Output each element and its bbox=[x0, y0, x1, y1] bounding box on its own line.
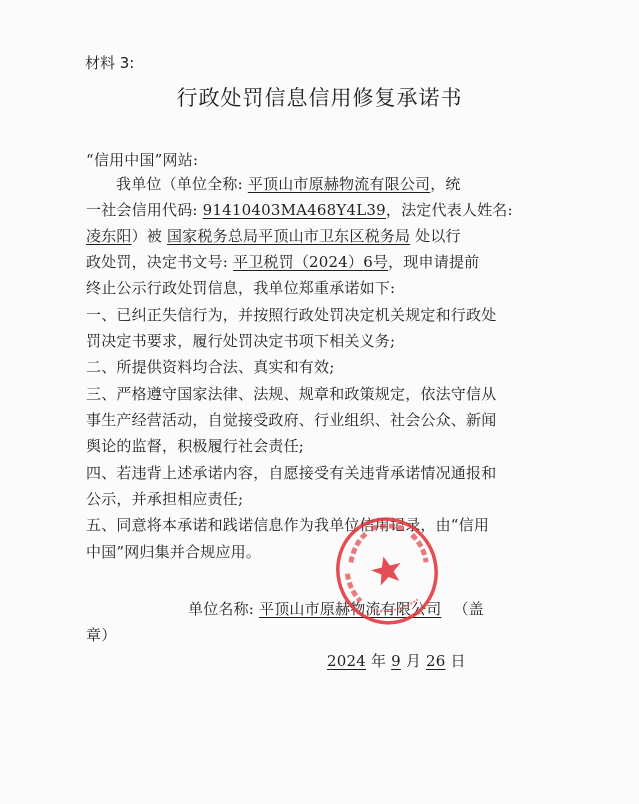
date-year: 2024 bbox=[327, 652, 366, 670]
paragraph-line-1: 我单位（单位全称: 平顶山市原赫物流有限公司，统 bbox=[116, 175, 461, 193]
date-month: 9 bbox=[391, 652, 401, 670]
promise-item-3a: 三、严格遵守国家法律、法规、规章和政策规定，依法守信从 bbox=[86, 385, 497, 403]
date-day: 26 bbox=[426, 652, 446, 670]
promise-item-1b: 罚决定书要求，履行处罚决定书项下相关义务; bbox=[86, 332, 396, 350]
date-line: 2024 年 9 月 26 日 bbox=[327, 652, 466, 670]
signature-unit-name: 平顶山市原赫物流有限公司 bbox=[259, 600, 442, 618]
credit-code-field: 91410403MA468Y4L39 bbox=[202, 201, 386, 219]
promise-item-5a: 五、同意将本承诺和践诺信息作为我单位信用记录，由“信用 bbox=[86, 516, 490, 534]
decision-no-field: 平卫税罚（2024）6号 bbox=[233, 253, 389, 271]
paragraph-line-2: 一社会信用代码: 91410403MA468Y4L39，法定代表人姓名: bbox=[86, 201, 513, 219]
paragraph-line-4: 政处罚，决定书文号: 平卫税罚（2024）6号，现申请提前 bbox=[86, 253, 480, 271]
promise-item-3c: 舆论的监督，积极履行社会责任; bbox=[86, 437, 305, 455]
salutation: “信用中国”网站: bbox=[86, 151, 199, 169]
promise-item-2: 二、所提供资料均合法、真实和有效; bbox=[86, 358, 335, 376]
paragraph-line-3: 凌东阳）被 国家税务总局平顶山市卫东区税务局 处以行 bbox=[86, 227, 461, 245]
signature-seal-suffix: 章） bbox=[86, 626, 117, 644]
authority-field: 国家税务总局平顶山市卫东区税务局 bbox=[166, 227, 411, 245]
promise-item-5b: 中国”网归集并合规应用。 bbox=[86, 543, 262, 561]
unit-name-field: 平顶山市原赫物流有限公司 bbox=[247, 175, 431, 193]
company-seal bbox=[332, 514, 442, 628]
promise-item-4b: 公示，并承担相应责任; bbox=[86, 490, 244, 508]
material-label: 材料 3: bbox=[85, 54, 135, 72]
legal-rep-field: 凌东阳 bbox=[86, 227, 132, 245]
paragraph-line-5: 终止公示行政处罚信息，我单位郑重承诺如下: bbox=[86, 279, 396, 297]
promise-item-1a: 一、已纠正失信行为，并按照行政处罚决定机关规定和行政处 bbox=[86, 306, 497, 324]
signature-line: 单位名称: 平顶山市原赫物流有限公司 （盖 bbox=[188, 600, 484, 618]
document-title: 行政处罚信息信用修复承诺书 bbox=[176, 86, 463, 110]
promise-item-4a: 四、若违背上述承诺内容，自愿接受有关违背承诺情况通报和 bbox=[86, 464, 497, 482]
promise-item-3b: 事生产经营活动，自觉接受政府、行业组织、社会公众、新闻 bbox=[86, 411, 497, 429]
seal-star-icon bbox=[369, 553, 405, 587]
